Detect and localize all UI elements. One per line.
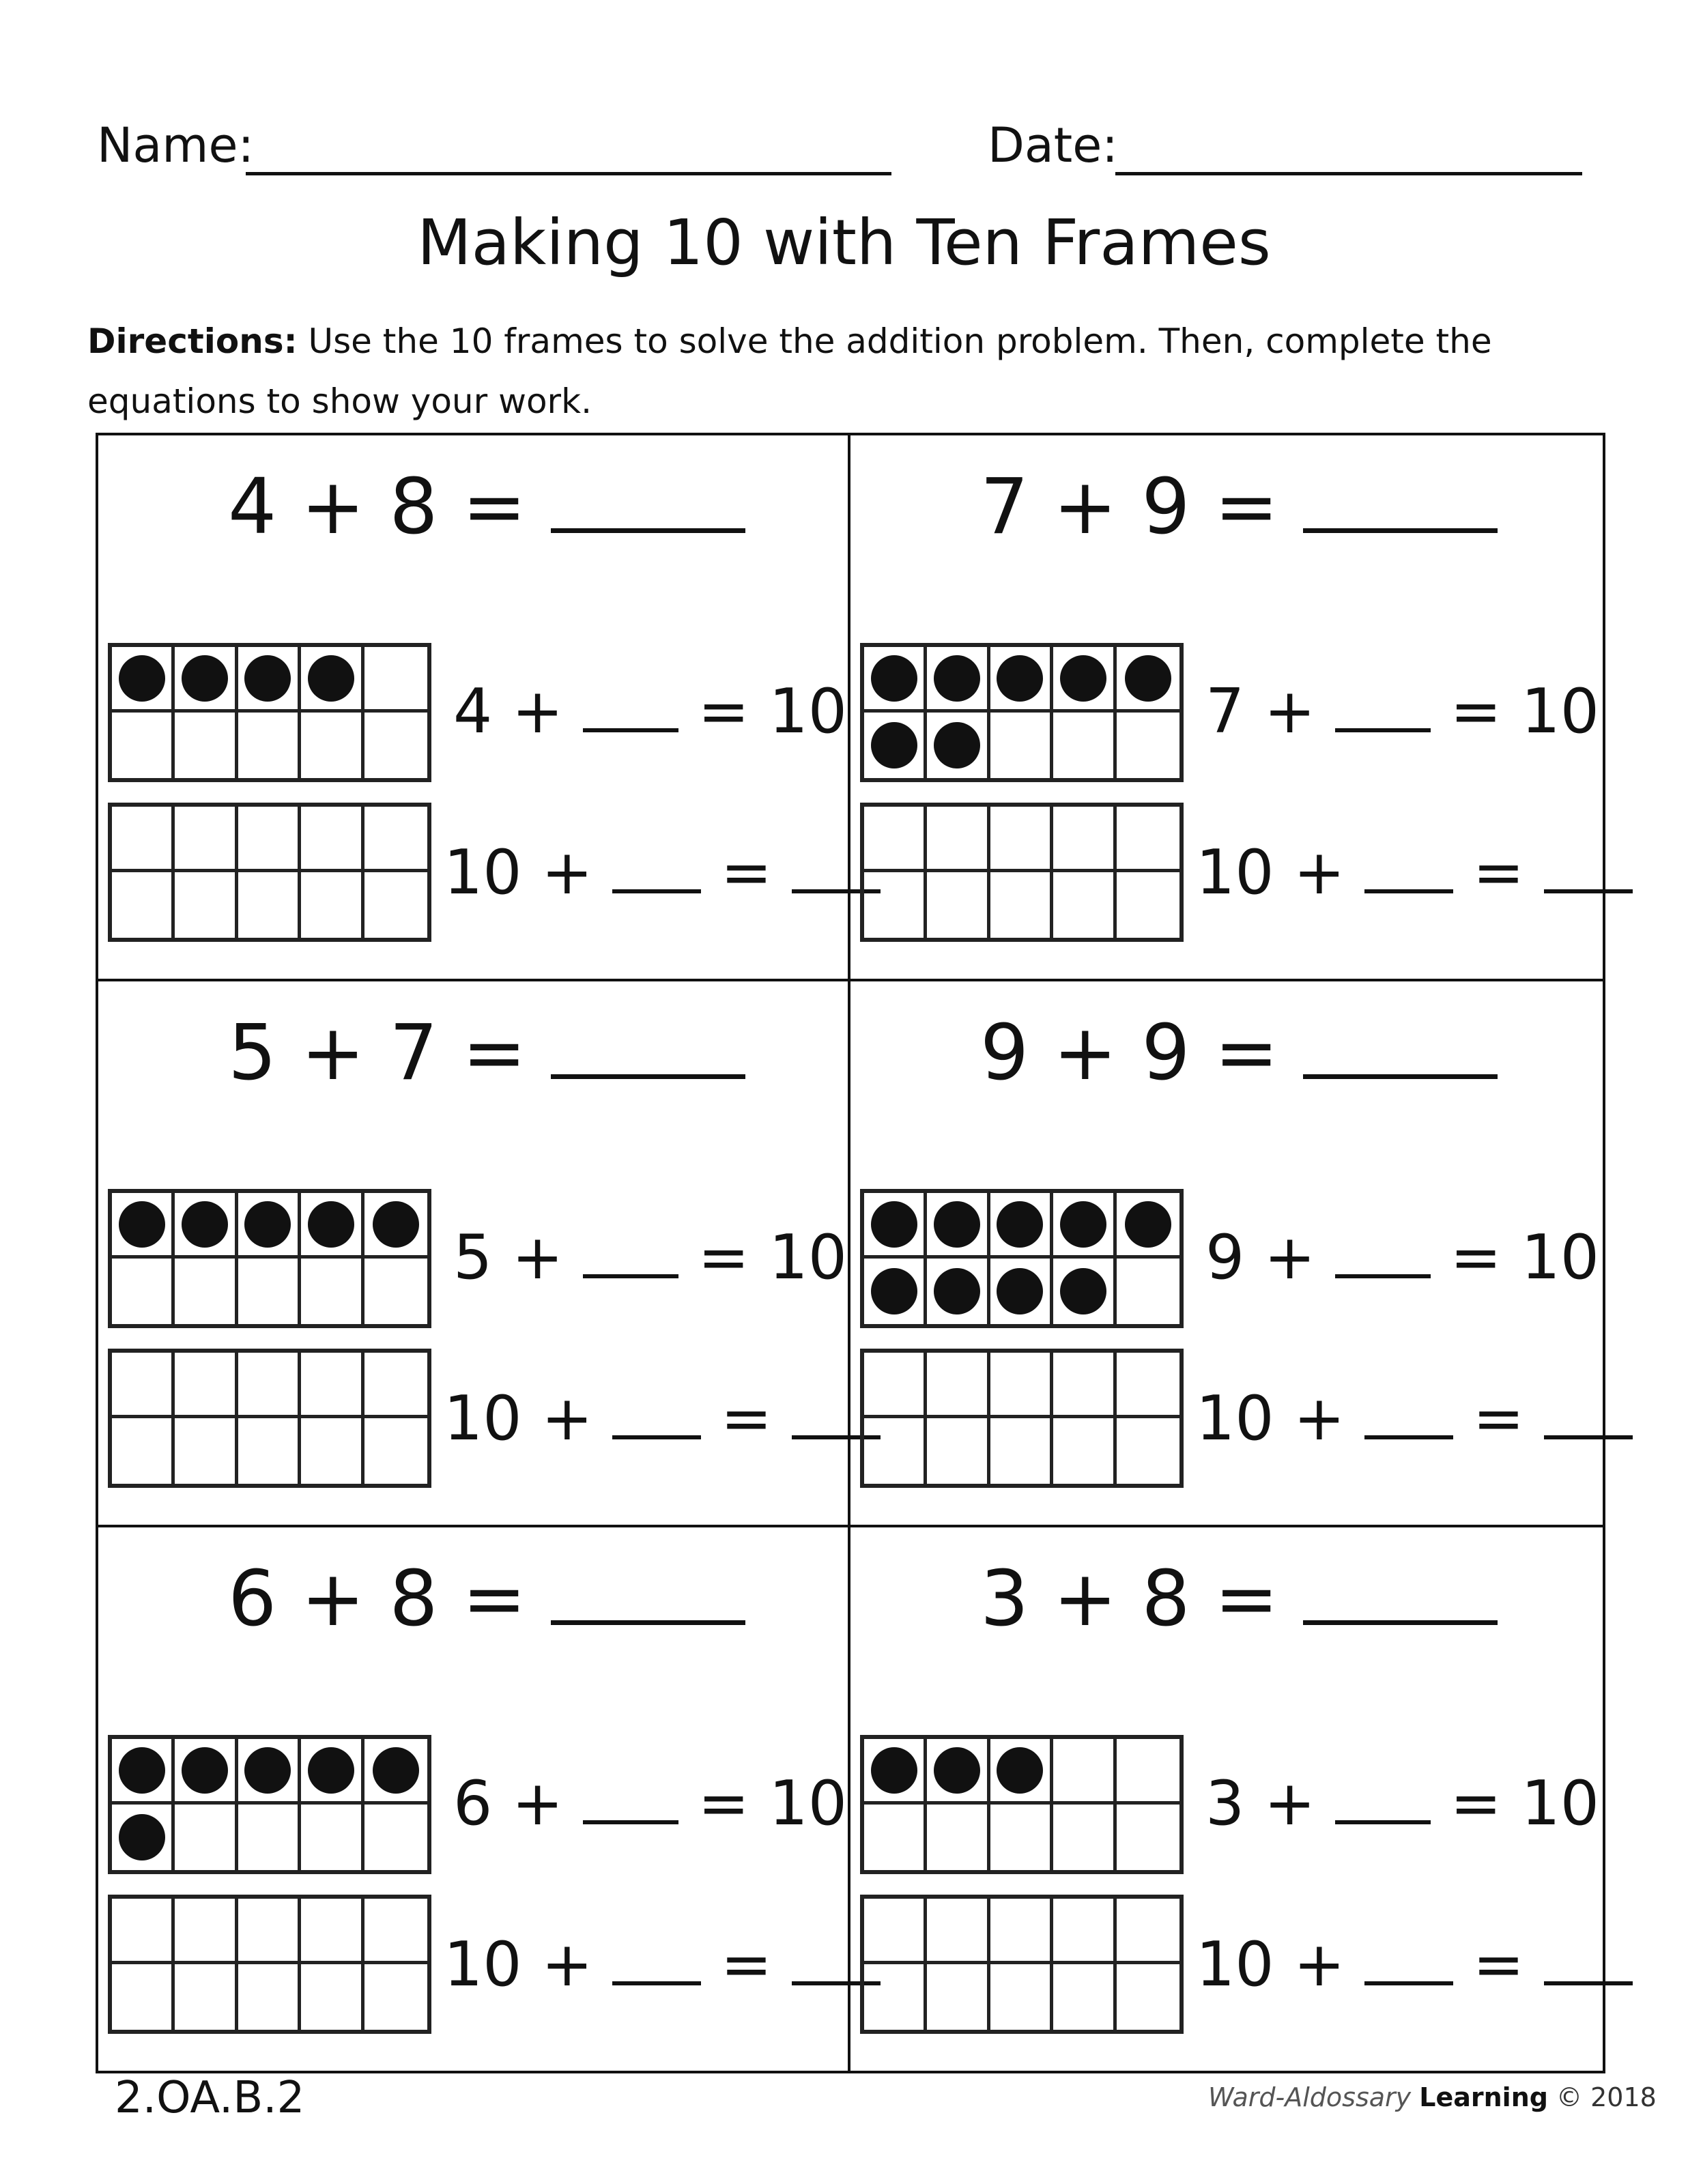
ten-frame-box <box>927 1739 990 1805</box>
equals-sign: = <box>1472 1929 1525 2000</box>
ten-frame-box <box>175 1739 238 1805</box>
ten-value: 10 <box>1521 1222 1600 1293</box>
ten-frame-box <box>364 1805 427 1870</box>
addend-a: 3 <box>1205 1768 1245 1839</box>
ten-frame-box[interactable] <box>1053 1353 1116 1418</box>
counter-dot <box>1060 655 1106 702</box>
ten-frame-box <box>301 647 364 713</box>
make-ten-equation <box>453 1220 847 1295</box>
ten-frame-box <box>112 1193 175 1259</box>
ten-frame-box <box>238 1805 301 1870</box>
ten-plus-equation <box>1196 835 1633 910</box>
ten-frame-box <box>990 1739 1053 1805</box>
ten-frame-box[interactable] <box>238 1964 301 2030</box>
sum-blank[interactable] <box>1544 889 1633 893</box>
counter-dot <box>244 1747 291 1794</box>
ten-plus-equation <box>444 1381 881 1456</box>
ten-frame-box[interactable] <box>175 1899 238 1964</box>
plus-sign: + <box>541 837 593 908</box>
ten-frame-empty[interactable] <box>108 803 431 942</box>
equals-sign: = <box>462 1555 527 1643</box>
ten-frame-box[interactable] <box>112 1353 175 1418</box>
ten-frame-box <box>1053 1805 1116 1870</box>
addend-a: 6 <box>228 1555 277 1643</box>
ten-frame-box <box>990 1193 1053 1259</box>
ten-frame-box[interactable] <box>927 872 990 938</box>
counter-dot <box>1060 1201 1106 1248</box>
ten-frame-box <box>864 1193 927 1259</box>
ten-frame-empty[interactable] <box>108 1349 431 1488</box>
ten-frame-box <box>990 1805 1053 1870</box>
ten-frame-box <box>112 1259 175 1324</box>
ten-frame-box <box>175 1805 238 1870</box>
ten-frame-box <box>364 713 427 778</box>
counter-dot <box>934 722 980 768</box>
equals-sign: = <box>1450 1222 1502 1293</box>
standard-code: 2.OA.B.2 <box>115 2073 305 2123</box>
plus-sign: + <box>541 1383 593 1454</box>
ten-frame-box <box>864 1739 927 1805</box>
ten-value: 10 <box>769 1222 848 1293</box>
ten-frame-box[interactable] <box>364 1418 427 1484</box>
ten-frame-box[interactable] <box>927 1418 990 1484</box>
brand-name-bold: Learning <box>1419 2082 1548 2112</box>
make-ten-equation <box>453 674 847 749</box>
ten-frame-empty[interactable] <box>860 1895 1184 2034</box>
leftover-blank[interactable] <box>612 1981 701 1985</box>
ten-frame-box <box>990 1259 1053 1324</box>
ten-frame-box[interactable] <box>864 872 927 938</box>
ten-frame-box <box>175 1193 238 1259</box>
ten-frame-box <box>364 1193 427 1259</box>
directions <box>87 311 1623 431</box>
ten-frame-box[interactable] <box>927 807 990 872</box>
counter-dot <box>1125 655 1171 702</box>
ten-frame-box[interactable] <box>238 1418 301 1484</box>
counter-dot <box>997 1747 1043 1794</box>
ten-plus-equation <box>1196 1381 1633 1456</box>
leftover-blank[interactable] <box>1364 889 1453 893</box>
ten-frame-box[interactable] <box>990 1899 1053 1964</box>
ten-value: 10 <box>769 676 848 747</box>
problem-cell <box>98 981 850 1527</box>
equals-sign: = <box>1450 676 1502 747</box>
copyright-year: © 2018 <box>1556 2082 1657 2112</box>
ten-frame-box[interactable] <box>990 807 1053 872</box>
ten-frame-box <box>927 1193 990 1259</box>
answer-blank[interactable] <box>551 1074 745 1079</box>
ten-frame-box <box>112 1739 175 1805</box>
counter-dot <box>119 1747 165 1794</box>
ten-value: 10 <box>444 837 522 908</box>
addend-b: 8 <box>389 1555 438 1643</box>
ten-frame-box <box>990 713 1053 778</box>
ten-frame-box <box>1117 1739 1179 1805</box>
ten-value: 10 <box>769 1768 848 1839</box>
equals-sign: = <box>1214 1555 1279 1643</box>
ten-frame-box <box>1053 713 1116 778</box>
addend-b: 8 <box>389 463 438 551</box>
missing-addend-blank[interactable] <box>583 1274 678 1278</box>
equals-sign: = <box>720 837 773 908</box>
ten-frame-box[interactable] <box>990 1353 1053 1418</box>
directions-text: Use the 10 frames to solve the addition problem. Then, complete the equations to show your work. <box>87 321 1492 421</box>
ten-frame-box[interactable] <box>1117 1418 1179 1484</box>
ten-frame-box[interactable] <box>864 1964 927 2030</box>
ten-value: 10 <box>444 1383 522 1454</box>
ten-frame-box[interactable] <box>1053 807 1116 872</box>
ten-frame-filled <box>860 643 1184 782</box>
leftover-blank[interactable] <box>612 889 701 893</box>
missing-addend-blank[interactable] <box>1335 1274 1431 1278</box>
counter-dot <box>871 655 917 702</box>
ten-frame-box <box>1117 1805 1179 1870</box>
counter-dot <box>997 1201 1043 1248</box>
ten-frame-box[interactable] <box>238 1899 301 1964</box>
leftover-blank[interactable] <box>1364 1435 1453 1439</box>
ten-frame-box[interactable] <box>927 1899 990 1964</box>
ten-frame-box <box>1117 713 1179 778</box>
counter-dot <box>244 655 291 702</box>
counter-dot <box>871 1747 917 1794</box>
equals-sign: = <box>1214 463 1279 551</box>
ten-value: 10 <box>444 1929 522 2000</box>
problem-cell <box>850 1527 1604 2073</box>
main-equation <box>228 463 745 551</box>
counter-dot <box>871 722 917 768</box>
counter-dot <box>373 1201 419 1248</box>
missing-addend-blank[interactable] <box>1335 1820 1431 1824</box>
ten-frame-box <box>864 713 927 778</box>
ten-frame-box <box>301 1193 364 1259</box>
ten-frame-box[interactable] <box>1053 1964 1116 2030</box>
name-line[interactable] <box>246 172 891 175</box>
ten-frame-box[interactable] <box>990 872 1053 938</box>
ten-frame-filled <box>860 1735 1184 1874</box>
addend-a: 4 <box>228 463 277 551</box>
answer-blank[interactable] <box>551 528 745 533</box>
ten-frame-box[interactable] <box>1117 807 1179 872</box>
ten-frame-box[interactable] <box>175 872 238 938</box>
make-ten-equation <box>453 1766 847 1841</box>
leftover-blank[interactable] <box>1364 1981 1453 1985</box>
ten-frame-box[interactable] <box>990 1418 1053 1484</box>
sum-blank[interactable] <box>1544 1435 1633 1439</box>
equals-sign: = <box>462 463 527 551</box>
date-label: Date: <box>988 117 1118 173</box>
plus-sign: + <box>1263 1222 1316 1293</box>
ten-frame-box[interactable] <box>301 1899 364 1964</box>
ten-frame-box <box>364 1739 427 1805</box>
ten-frame-box[interactable] <box>990 1964 1053 2030</box>
name-label: Name: <box>97 117 255 173</box>
equals-sign: = <box>1472 837 1525 908</box>
ten-frame-box <box>238 647 301 713</box>
problem-cell <box>850 435 1604 981</box>
addend-b: 9 <box>1141 463 1190 551</box>
ten-frame-box[interactable] <box>1117 1964 1179 2030</box>
counter-dot <box>1060 1268 1106 1314</box>
ten-frame-box <box>238 713 301 778</box>
ten-frame-box[interactable] <box>112 1418 175 1484</box>
counter-dot <box>244 1201 291 1248</box>
problem-cell <box>98 1527 850 2073</box>
plus-sign: + <box>541 1929 593 2000</box>
ten-frame-box <box>238 1739 301 1805</box>
ten-frame-box[interactable] <box>1053 1418 1116 1484</box>
answer-blank[interactable] <box>1303 528 1498 533</box>
counter-dot <box>871 1268 917 1314</box>
ten-frame-box[interactable] <box>1117 1353 1179 1418</box>
ten-frame-box <box>175 713 238 778</box>
ten-frame-box[interactable] <box>238 1353 301 1418</box>
equals-sign: = <box>1450 1768 1502 1839</box>
ten-frame-box <box>864 1259 927 1324</box>
problem-grid <box>96 433 1605 2073</box>
problem-cell <box>850 981 1604 1527</box>
ten-frame-box[interactable] <box>1117 1899 1179 1964</box>
ten-frame-box[interactable] <box>927 1964 990 2030</box>
ten-frame-box[interactable] <box>864 1353 927 1418</box>
equals-sign: = <box>720 1929 773 2000</box>
addend-b: 9 <box>1141 1009 1190 1097</box>
ten-frame-box <box>927 647 990 713</box>
ten-frame-box[interactable] <box>301 872 364 938</box>
ten-frame-box[interactable] <box>864 807 927 872</box>
ten-frame-box[interactable] <box>175 1964 238 2030</box>
ten-frame-box <box>238 1259 301 1324</box>
ten-frame-box <box>927 713 990 778</box>
ten-value: 10 <box>1196 1383 1274 1454</box>
ten-frame-box[interactable] <box>238 807 301 872</box>
plus-sign: + <box>1293 1929 1345 2000</box>
ten-value: 10 <box>1521 676 1600 747</box>
ten-plus-equation <box>1196 1927 1633 2002</box>
ten-value: 10 <box>1196 837 1274 908</box>
ten-frame-box <box>112 1805 175 1870</box>
ten-frame-box <box>927 1259 990 1324</box>
counter-dot <box>997 1268 1043 1314</box>
ten-value: 10 <box>1196 1929 1274 2000</box>
main-equation <box>980 1009 1498 1097</box>
leftover-blank[interactable] <box>612 1435 701 1439</box>
ten-frame-box[interactable] <box>1117 872 1179 938</box>
plus-sign: + <box>1263 1768 1316 1839</box>
ten-frame-box[interactable] <box>301 1353 364 1418</box>
ten-frame-box[interactable] <box>364 1964 427 2030</box>
main-equation <box>228 1009 745 1097</box>
ten-frame-box <box>990 647 1053 713</box>
answer-blank[interactable] <box>1303 1620 1498 1625</box>
ten-frame-box <box>238 1193 301 1259</box>
plus-sign: + <box>300 1555 365 1643</box>
ten-frame-box <box>364 1259 427 1324</box>
ten-frame-box <box>112 647 175 713</box>
counter-dot <box>182 1201 228 1248</box>
problem-cell <box>98 435 850 981</box>
plus-sign: + <box>511 1222 564 1293</box>
ten-frame-box[interactable] <box>112 872 175 938</box>
addend-a: 5 <box>453 1222 493 1293</box>
equals-sign: = <box>462 1009 527 1097</box>
counter-dot <box>308 655 354 702</box>
ten-frame-filled <box>108 1189 431 1328</box>
ten-frame-box <box>301 1739 364 1805</box>
ten-frame-box <box>364 647 427 713</box>
counter-dot <box>308 1201 354 1248</box>
ten-frame-box <box>112 713 175 778</box>
ten-frame-box[interactable] <box>112 1899 175 1964</box>
ten-frame-box[interactable] <box>175 807 238 872</box>
make-ten-equation <box>1205 674 1599 749</box>
equals-sign: = <box>1472 1383 1525 1454</box>
equals-sign: = <box>1214 1009 1279 1097</box>
ten-frame-box <box>301 1259 364 1324</box>
plus-sign: + <box>1293 1383 1345 1454</box>
answer-blank[interactable] <box>551 1620 745 1625</box>
counter-dot <box>308 1747 354 1794</box>
ten-frame-box <box>1053 1739 1116 1805</box>
counter-dot <box>997 655 1043 702</box>
ten-frame-box[interactable] <box>175 1418 238 1484</box>
plus-sign: + <box>1263 676 1316 747</box>
ten-frame-box <box>1117 1259 1179 1324</box>
date-line[interactable] <box>1115 172 1582 175</box>
ten-frame-box <box>864 647 927 713</box>
make-ten-equation <box>1205 1766 1599 1841</box>
addend-a: 3 <box>980 1555 1029 1643</box>
answer-blank[interactable] <box>1303 1074 1498 1079</box>
ten-frame-box[interactable] <box>364 1899 427 1964</box>
counter-dot <box>1125 1201 1171 1248</box>
addend-b: 7 <box>389 1009 438 1097</box>
plus-sign: + <box>1053 1009 1117 1097</box>
ten-frame-box[interactable] <box>301 1418 364 1484</box>
addend-a: 7 <box>1205 676 1245 747</box>
ten-frame-box <box>301 1805 364 1870</box>
ten-plus-equation <box>444 1927 881 2002</box>
counter-dot <box>871 1201 917 1248</box>
counter-dot <box>934 1268 980 1314</box>
counter-dot <box>182 1747 228 1794</box>
ten-frame-box <box>1117 647 1179 713</box>
ten-frame-filled <box>108 1735 431 1874</box>
ten-value: 10 <box>1521 1768 1600 1839</box>
addend-a: 9 <box>980 1009 1029 1097</box>
plus-sign: + <box>300 1009 365 1097</box>
plus-sign: + <box>1053 463 1117 551</box>
ten-frame-box <box>864 1805 927 1870</box>
ten-frame-box[interactable] <box>238 872 301 938</box>
main-equation <box>980 1555 1498 1643</box>
counter-dot <box>182 655 228 702</box>
counter-dot <box>934 1201 980 1248</box>
ten-frame-box <box>1117 1193 1179 1259</box>
make-ten-equation <box>1205 1220 1599 1295</box>
counter-dot <box>934 1747 980 1794</box>
ten-frame-box[interactable] <box>1053 1899 1116 1964</box>
ten-frame-box[interactable] <box>927 1353 990 1418</box>
equals-sign: = <box>698 676 749 747</box>
ten-frame-box <box>1053 1193 1116 1259</box>
counter-dot <box>373 1747 419 1794</box>
ten-frame-filled <box>108 643 431 782</box>
missing-addend-blank[interactable] <box>583 728 678 732</box>
plus-sign: + <box>511 676 564 747</box>
addend-a: 5 <box>228 1009 277 1097</box>
ten-frame-box <box>175 647 238 713</box>
ten-frame-box <box>1053 1259 1116 1324</box>
main-equation <box>228 1555 745 1643</box>
ten-frame-box[interactable] <box>364 872 427 938</box>
counter-dot <box>934 655 980 702</box>
plus-sign: + <box>511 1768 564 1839</box>
directions-label: Directions: <box>87 321 298 361</box>
ten-frame-box[interactable] <box>864 1899 927 1964</box>
ten-frame-box <box>1053 647 1116 713</box>
ten-frame-box[interactable] <box>112 1964 175 2030</box>
ten-frame-box[interactable] <box>864 1418 927 1484</box>
ten-frame-empty[interactable] <box>860 1349 1184 1488</box>
counter-dot <box>119 655 165 702</box>
equals-sign: = <box>698 1768 749 1839</box>
main-equation <box>980 463 1498 551</box>
ten-frame-box[interactable] <box>1053 872 1116 938</box>
ten-frame-box[interactable] <box>175 1353 238 1418</box>
ten-frame-box[interactable] <box>364 1353 427 1418</box>
counter-dot <box>119 1814 165 1860</box>
ten-frame-box[interactable] <box>301 807 364 872</box>
sum-blank[interactable] <box>1544 1981 1633 1985</box>
ten-plus-equation <box>444 835 881 910</box>
page-title: Making 10 with Ten Frames <box>417 206 1271 279</box>
plus-sign: + <box>1293 837 1345 908</box>
addend-a: 4 <box>453 676 493 747</box>
counter-dot <box>119 1201 165 1248</box>
plus-sign: + <box>1053 1555 1117 1643</box>
addend-a: 7 <box>980 463 1029 551</box>
copyright <box>1208 2080 1657 2114</box>
ten-frame-box <box>927 1805 990 1870</box>
missing-addend-blank[interactable] <box>583 1820 678 1824</box>
ten-frame-box[interactable] <box>112 807 175 872</box>
ten-frame-empty[interactable] <box>860 803 1184 942</box>
ten-frame-filled <box>860 1189 1184 1328</box>
ten-frame-empty[interactable] <box>108 1895 431 2034</box>
ten-frame-box[interactable] <box>364 807 427 872</box>
missing-addend-blank[interactable] <box>1335 728 1431 732</box>
brand-name: Ward-Aldossary <box>1208 2082 1412 2112</box>
addend-a: 9 <box>1205 1222 1245 1293</box>
addend-a: 6 <box>453 1768 493 1839</box>
plus-sign: + <box>300 463 365 551</box>
ten-frame-box[interactable] <box>301 1964 364 2030</box>
equals-sign: = <box>698 1222 749 1293</box>
ten-frame-box <box>301 713 364 778</box>
addend-b: 8 <box>1141 1555 1190 1643</box>
equals-sign: = <box>720 1383 773 1454</box>
ten-frame-box <box>175 1259 238 1324</box>
